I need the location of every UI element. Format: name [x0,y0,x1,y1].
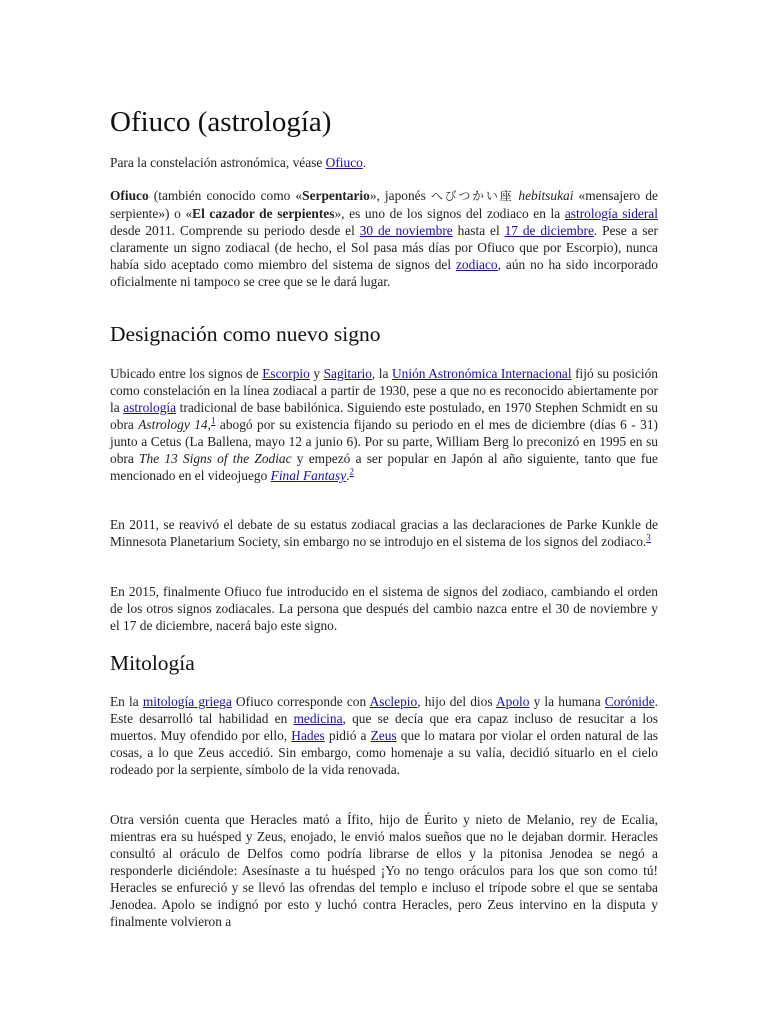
intro-paragraph: Ofiuco (también conocido como «Serpentario», japonés へびつかい座 hebitsukai «mensajero de serpiente») o «El cazador de serpientes», es uno de los signos del zodiaco en la astrología sideral desde 2011. Comprende su periodo desde el 30 de noviembre hasta el 17 de diciembre. Pese a ser claramente un signo zodiacal (de hecho, el Sol pasa más días por Ofiuco que por Escorpio), nunca había sido aceptado como miembro del sistema de signos del zodiaco, aún no ha sido incorporado oficialmente ni tampoco se cree que se le dará lugar. [110,188,658,289]
page-title: Ofiuco (astrología) [110,106,332,138]
link-ofiuco[interactable]: Ofiuco [325,155,363,170]
section-heading-designacion: Designación como nuevo signo [110,322,381,346]
term-ofiuco: Ofiuco [110,188,149,203]
designacion-paragraph-3: En 2015, finalmente Ofiuco fue introducido en el sistema de signos del zodiaco, cambiando el orden de los otros signos zodiacales. La persona que después del cambio nazca entre el 30 de noviembre y el 17 de diciembre, nacerá bajo este signo. [110,584,658,633]
link-30-noviembre[interactable]: 30 de noviembre [359,223,453,238]
link-medicina[interactable]: medicina [293,711,343,726]
link-zodiaco[interactable]: zodiaco [455,257,498,272]
romaji-name: hebitsukai [518,188,574,203]
citation-1[interactable]: 1 [210,415,216,426]
link-17-diciembre[interactable]: 17 de diciembre [504,223,594,238]
link-final-fantasy[interactable]: Final Fantasy [270,468,347,483]
japanese-name: へびつかい座 [430,189,514,203]
designacion-paragraph-1: Ubicado entre los signos de Escorpio y Sagitario, la Unión Astronómica Internacional fijó su posición como constelación en la línea zodiacal a partir de 1930, pese a que no es reconocido abiertamente por la astrología tradicional de base babilónica. Siguiendo este postulado, en 1970 Stephen Schmidt en su obra Astrology 14,$^1$ abogó por su existencia fijando su periodo en el mes de diciembre (días 6 - 31) junto a Cetus (La Ballena, mayo 12 a junio 6). Por su parte, William Berg lo preconizó en 1995 en su obra The 13 Signs of the Zodiac y empezó a ser popular en Japón al año siguiente, tanto que fue mencionado en el videojuego Final Fantasy.$^2$ [110,366,658,483]
link-hades[interactable]: Hades [291,728,325,743]
link-astrologia[interactable]: astrología [123,400,177,415]
book-astrology-14: Astrology 14 [138,417,208,432]
link-escorpio[interactable]: Escorpio [262,366,310,381]
citation-3[interactable]: 3 [646,532,651,543]
term-cazador: El cazador de serpientes [192,206,335,221]
link-mitologia-griega[interactable]: mitología griega [142,694,232,709]
mitologia-paragraph-2: Otra versión cuenta que Heracles mató a Ífito, hijo de Éurito y nieto de Melanio, rey de Ecalia, mientras era su huésped y Zeus, enojado, le envió malos sueños que no le dejaban dormir. Heracles consultó al oráculo de Delfos como podría librarse de ellos y la pitonisa Jenodea se negó a responderle diciéndole: Asesínaste a tu huésped ¡Yo no tengo oráculos para los que son como tú! Heracles se enfureció y se llevó las ofrendas del templo e incluso el trípode sobre el que se sentaba Jenodea. Apolo se indignó por esto y luchó contra Heracles, pero Zeus intervino en la disputa y finalmente volvieron a [110,812,658,929]
designacion-paragraph-2: En 2011, se reavivó el debate de su estatus zodiacal gracias a las declaraciones de Parke Kunkle de Minnesota Planetarium Society, sin embargo no se introdujo en el sistema de los signos del zodiaco.$^3$ [110,517,658,549]
hatnote: Para la constelación astronómica, véase Ofiuco. [110,155,367,170]
link-sagitario[interactable]: Sagitario [323,366,372,381]
link-coronide[interactable]: Corónide [604,694,655,709]
book-13-signs: The 13 Signs of the Zodiac [139,451,292,466]
link-asclepio[interactable]: Asclepio [369,694,418,709]
citation-2[interactable]: 2 [349,466,354,477]
mitologia-paragraph-1: En la mitología griega Ofiuco corresponde con Asclepio, hijo del dios Apolo y la humana Corónide. Este desarrolló tal habilidad en medicina, que se decía que era capaz incluso de resucitar a los muertos. Muy ofendido por ello, Hades pidió a Zeus que lo matara por violar el orden natural de las cosas, a lo que Zeus accedió. Sin embargo, como homenaje a su valía, decidió situarlo en el cielo rodeado por la serpiente, símbolo de la vida renovada. [110,694,658,777]
link-union-astronomica[interactable]: Unión Astronómica Internacional [391,366,572,381]
link-astrologia-sideral[interactable]: astrología sideral [564,206,658,221]
term-serpentario: Serpentario [302,188,370,203]
link-zeus[interactable]: Zeus [370,728,397,743]
section-heading-mitologia: Mitología [110,651,195,675]
link-apolo[interactable]: Apolo [495,694,530,709]
